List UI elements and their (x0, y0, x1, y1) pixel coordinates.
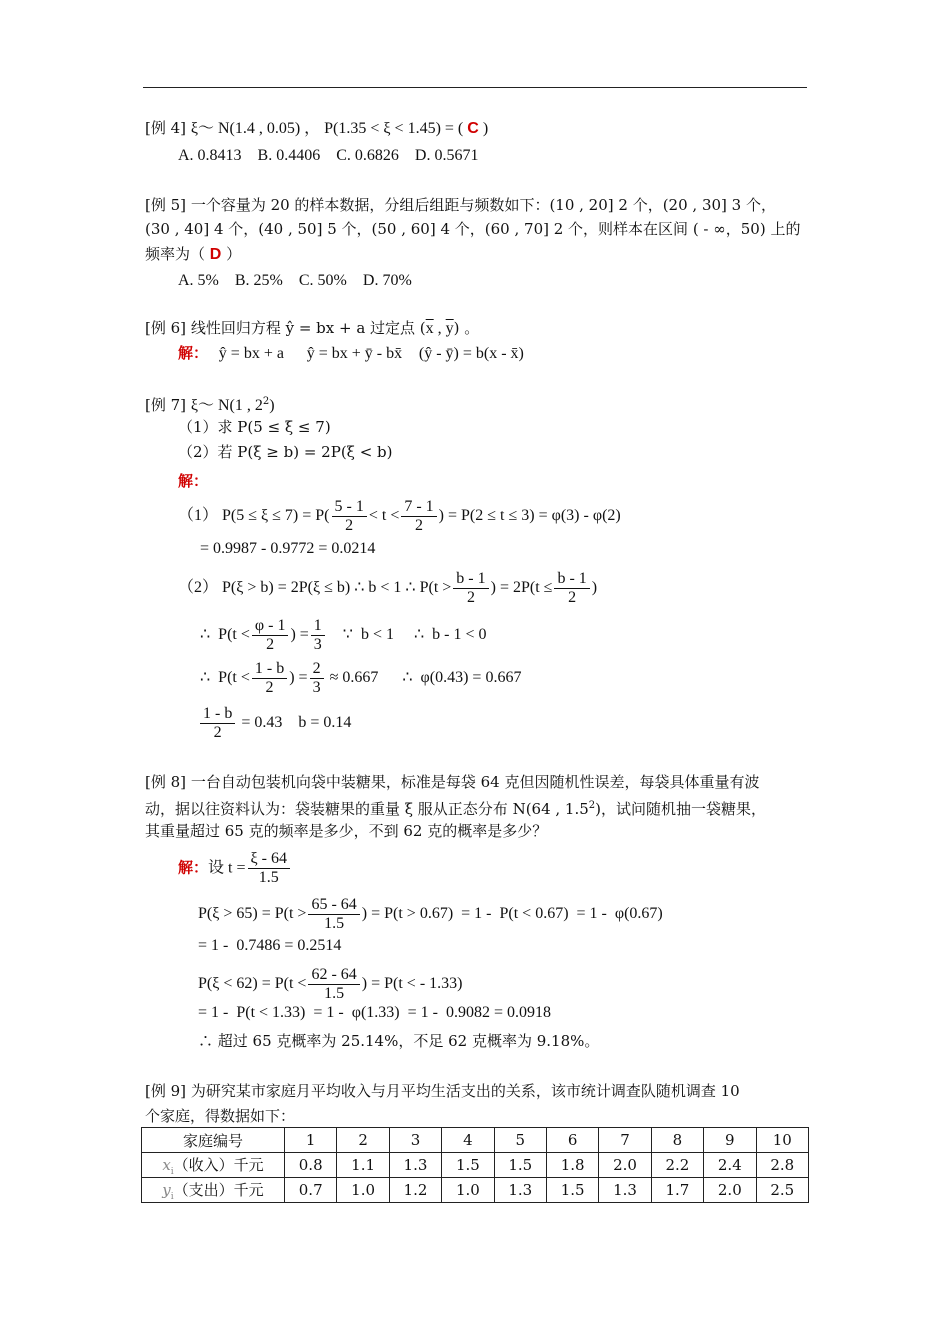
ex7-step3 (200, 617, 487, 654)
ex8-sol-label: 解： (178, 858, 209, 877)
ex5-answer: D (209, 246, 222, 263)
ex7-stmt: ξ～ N(1 , 2 (190, 397, 263, 414)
table-cell: 1.1 (337, 1153, 389, 1178)
table-cell: 1.5 (546, 1178, 598, 1203)
ex7-s2-f1n: b - 1 (453, 570, 488, 589)
table-header-cell: 7 (599, 1128, 651, 1153)
ex7-s3-f1n: φ - 1 (252, 617, 289, 636)
ex9-label: [例 9] (145, 1082, 187, 1100)
ex9-line1 (145, 1081, 740, 1101)
ex8-label: [例 8] (145, 773, 187, 791)
ex7-s3-f2n: 1 (311, 617, 325, 636)
ex7-step4 (200, 660, 521, 697)
income-label: （收入）千元 (173, 1155, 264, 1174)
table-header-cell: 5 (494, 1128, 546, 1153)
ex7-s4-f1n: 1 - b (252, 660, 287, 679)
header-rule (143, 87, 807, 88)
row-label-expense (142, 1178, 285, 1203)
ex7-s5-fn: 1 - b (200, 705, 235, 724)
table-cell: 2.2 (651, 1153, 703, 1178)
table-cell: 0.8 (285, 1153, 337, 1178)
ex8-s1-frac (308, 896, 359, 933)
table-header-cell: 家庭编号 (142, 1128, 285, 1153)
ex6-statement (145, 318, 479, 339)
ex7-s2-f1d: 2 (466, 589, 475, 606)
ex5-options: A. 5% B. 25% C. 50% D. 70% (178, 272, 412, 289)
ex7-s4-f2n: 2 (310, 660, 324, 679)
ex6-xbar: $\overline{x}$ (425, 320, 434, 337)
ex7-s4-b: ) = (289, 669, 308, 687)
table-cell: 1.8 (546, 1153, 598, 1178)
ex5-close: ） (221, 245, 242, 263)
ex8-line1 (145, 772, 759, 792)
ex6-ybar: $\overline{y}$ (445, 320, 454, 337)
ex4-answer: C (467, 120, 479, 137)
table-cell: 1.3 (599, 1178, 651, 1203)
ex8-line2-b: )，试问随机抽一袋糖果， (595, 800, 767, 818)
ex6-sol-1: ŷ = bx + a (218, 345, 284, 362)
table-header-cell: 1 (285, 1128, 337, 1153)
table-cell: 1.0 (337, 1178, 389, 1203)
ex7-s3-f1d: 2 (266, 636, 275, 653)
ex7-s2-a: （2） P(ξ > b) = 2P(ξ ≤ b) ∴ b < 1 ∴ P(t > (178, 579, 452, 597)
table-cell: 1.7 (651, 1178, 703, 1203)
ex7-s1-frac1 (332, 498, 367, 535)
ex4-close: ) (478, 120, 489, 137)
ex8-s1-a: P(ξ > 65) = P(t > (198, 905, 307, 923)
ex7-s3-b: ) = (290, 626, 309, 644)
ex4-label: [例 4] (145, 119, 187, 137)
ex8-step3 (198, 966, 462, 1003)
ex7-q2: （2）若 P(ξ ≥ b) = 2P(ξ < b) (178, 443, 393, 461)
table-cell: 2.4 (704, 1153, 756, 1178)
ex7-label: [例 7] (145, 396, 187, 414)
ex7-s5-frac (200, 705, 235, 742)
ex4-options: A. 0.8413 B. 0.4406 C. 0.6826 D. 0.5671 (178, 147, 479, 164)
ex9-line2: 个家庭，得数据如下： (145, 1107, 296, 1125)
ex7-s2-frac2 (554, 570, 589, 607)
ex7-s2-f2d: 2 (568, 589, 577, 606)
ex7-s4-c: ≈ 0.667 ∴ φ(0.43) = 0.667 (325, 669, 522, 687)
ex7-s1-f1n: 5 - 1 (332, 498, 367, 517)
ex7-s2-c: ) (591, 579, 598, 597)
ex5-line2: (30 , 40] 4 个，(40 , 50] 5 个，(50 , 60] 4 个，(60 , 70] 2 个，则样本在区间 ( - ∞，50) 上的 (145, 220, 801, 238)
ex7-s2-b: ) = 2P(t ≤ (490, 579, 553, 597)
table-row-income (142, 1153, 809, 1178)
ex8-conclusion: ∴ 超过 65 克概率为 25.14%，不足 62 克概率为 9.18%。 (198, 1032, 600, 1050)
table-cell: 2.5 (756, 1178, 808, 1203)
ex7-s1-f1d: 2 (345, 517, 354, 534)
ex8-s3-b: ) = P(t < - 1.33) (361, 975, 463, 993)
ex8-text1: 一台自动包装机向袋中装糖果，标准是每袋 64 克但因随机性误差，每袋具体重量有波 (190, 773, 760, 791)
table-cell: 1.0 (442, 1178, 494, 1203)
ex5-label: [例 5] (145, 196, 187, 214)
ex8-t-num: ξ - 64 (248, 850, 290, 869)
ex6-sol-label: 解： (178, 344, 209, 362)
ex8-sol-set-text: 设 t = (208, 859, 246, 877)
ex6-solution (178, 343, 524, 364)
ex4-stmt: ξ～ N(1.4 , 0.05) ， P(1.35 < ξ < 1.45) = ( (190, 120, 468, 137)
ex5-text1: 一个容量为 20 的样本数据，分组后组距与频数如下：(10 , 20] 2 个，(20 , 30] 3 个， (190, 196, 776, 214)
ex7-step1 (178, 498, 621, 535)
table-header-cell: 8 (651, 1128, 703, 1153)
ex6-comma: , (433, 320, 446, 337)
ex8-s1-fn: 65 - 64 (308, 896, 359, 915)
ex8-step4: = 1 - P(t < 1.33) = 1 - φ(1.33) = 1 - 0.9082 = 0.0918 (198, 1004, 551, 1021)
ex5-line3 (145, 244, 241, 265)
ex8-s3-a: P(ξ < 62) = P(t < (198, 975, 307, 993)
ex7-s3-a: ∴ P(t < (200, 626, 250, 644)
ex8-s3-frac (308, 966, 359, 1003)
table-header-cell: 6 (546, 1128, 598, 1153)
ex7-result1: = 0.9987 - 0.9772 = 0.0214 (200, 540, 376, 557)
ex7-s1-frac2 (401, 498, 436, 535)
ex7-s3-frac2 (311, 617, 325, 654)
ex8-s1-b: ) = P(t > 0.67) = 1 - P(t < 0.67) = 1 - φ(0.67) (361, 905, 663, 923)
table-header-cell: 10 (756, 1128, 808, 1153)
ex7-s4-frac2 (310, 660, 324, 697)
ex8-sol-set (178, 850, 292, 887)
ex6-sol-2: ŷ = bx + ȳ - bx̄ (306, 345, 403, 362)
ex7-s2-frac1 (453, 570, 488, 607)
table-row-expense (142, 1178, 809, 1203)
ex8-line2-sq: 2 (588, 800, 596, 811)
income-var: x (162, 1155, 171, 1174)
table-cell: 2.0 (599, 1153, 651, 1178)
ex6-stmt-b: ) 。 (453, 319, 480, 337)
ex7-s3-c: ∵ b < 1 ∴ b - 1 < 0 (326, 626, 487, 644)
ex7-step2 (178, 570, 597, 607)
ex4-statement (145, 118, 488, 139)
ex7-stmt-end: ) (269, 397, 275, 414)
ex7-s5-fd: 2 (213, 724, 222, 741)
table-header-cell: 2 (337, 1128, 389, 1153)
ex7-s1-c: ) = P(2 ≤ t ≤ 3) = φ(3) - φ(2) (438, 507, 621, 525)
ex8-step1 (198, 896, 663, 933)
ex7-s4-frac1 (252, 660, 287, 697)
ex7-sq: 2 (262, 396, 270, 407)
ex8-line2-a: 动，据以往资料认为：袋装糖果的重量 ξ 服从正态分布 N(64 , 1.5 (145, 800, 589, 818)
table-cell: 1.5 (442, 1153, 494, 1178)
expense-sub: i (170, 1191, 174, 1202)
ex9-text1: 为研究某市家庭月平均收入与月平均生活支出的关系，该市统计调查队随机调查 10 (190, 1082, 740, 1100)
table-header-row (142, 1128, 809, 1153)
table-header-cell: 9 (704, 1128, 756, 1153)
ex8-t-den: 1.5 (258, 869, 279, 886)
table-cell: 1.3 (389, 1153, 441, 1178)
ex6-label: [例 6] (145, 319, 187, 337)
ex7-s1-a: （1） P(5 ≤ ξ ≤ 7) = P( (178, 507, 330, 525)
ex7-statement (145, 392, 275, 416)
table-cell: 2.0 (704, 1178, 756, 1203)
ex8-line3: 其重量超过 65 克的频率是多少，不到 62 克的概率是多少？ (145, 822, 548, 840)
ex8-s1-fd: 1.5 (324, 915, 345, 932)
ex6-stmt-a: 线性回归方程 ŷ = bx + a 过定点 ( (190, 319, 426, 337)
ex7-sol-label: 解： (178, 472, 209, 490)
expense-var: y (162, 1180, 171, 1199)
ex7-s4-f1d: 2 (265, 679, 274, 696)
ex7-s1-f2d: 2 (415, 517, 423, 534)
table-cell: 2.8 (756, 1153, 808, 1178)
ex7-s5-c: = 0.43 b = 0.14 (237, 714, 352, 732)
ex8-t-frac (248, 850, 290, 887)
ex7-s3-f2d: 3 (313, 636, 322, 653)
row-label-income (142, 1153, 285, 1178)
ex8-line2 (145, 796, 766, 819)
ex7-s2-f2n: b - 1 (554, 570, 589, 589)
ex5-line1 (145, 195, 776, 215)
ex7-q1: （1）求 P(5 ≤ ξ ≤ 7) (178, 418, 331, 436)
household-data-table (141, 1127, 809, 1203)
ex8-s3-fn: 62 - 64 (308, 966, 359, 985)
ex7-s1-f2n: 7 - 1 (401, 498, 436, 517)
ex6-sol-3: (ŷ - ȳ) = b(x - x̄) (418, 345, 524, 362)
ex7-s3-frac1 (252, 617, 289, 654)
table-cell: 1.5 (494, 1153, 546, 1178)
ex7-s4-a: ∴ P(t < (200, 669, 250, 687)
table-cell: 1.3 (494, 1178, 546, 1203)
ex5-text3: 频率为（ (145, 245, 210, 263)
ex7-step5 (200, 705, 351, 742)
expense-label: （支出）千元 (173, 1180, 264, 1199)
table-cell: 1.2 (389, 1178, 441, 1203)
table-cell: 0.7 (285, 1178, 337, 1203)
ex8-s3-fd: 1.5 (324, 985, 345, 1002)
table-header-cell: 4 (442, 1128, 494, 1153)
ex7-s1-b: < t < (368, 507, 400, 525)
ex7-s4-f2d: 3 (312, 679, 321, 696)
ex8-step2: = 1 - 0.7486 = 0.2514 (198, 937, 342, 954)
income-sub: i (170, 1166, 174, 1177)
table-header-cell: 3 (389, 1128, 441, 1153)
